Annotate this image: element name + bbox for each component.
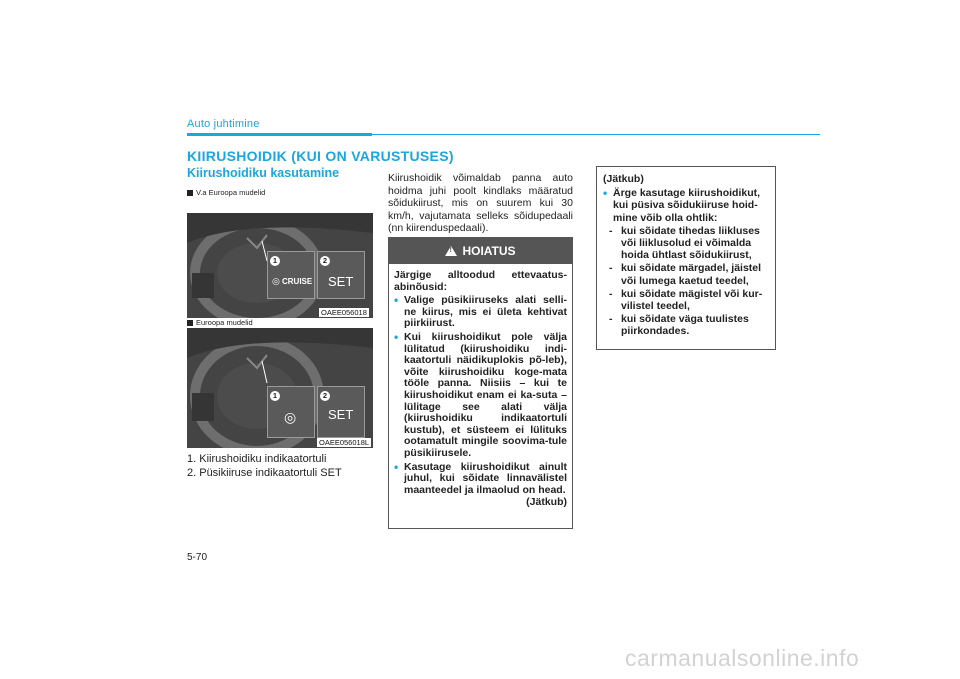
continuation-head: (Jätkub): [603, 173, 644, 185]
square-bullet-icon: [187, 320, 193, 326]
continuation-item: - kui sõidate märgadel, jäistel või lumega kaetud teedel,: [609, 262, 762, 287]
figure-code-1: OAEE056018: [321, 308, 367, 317]
set-indicator-label: SET: [328, 407, 354, 422]
caption-item: 2. Püsikiiruse indikaatortuli SET: [187, 467, 342, 479]
square-bullet-icon: [187, 190, 193, 196]
figure-captions: [187, 452, 342, 480]
warning-bullet: • Valige püsikiiruseks alati selli-ne kiirus, mis ei ületa kehtivat piirkiirust.: [394, 295, 567, 330]
indicator-inset-1: [267, 251, 315, 299]
figure-dashboard-europe: [187, 328, 373, 448]
warning-box: [388, 237, 573, 529]
indicator-inset-1: [267, 386, 315, 438]
warning-bullet: • Kasutage kiirushoidikut ainult juhul, kui sõidate linnavälistel maanteedel ja ilmaolud on head.: [394, 462, 567, 497]
figure-code-2: OAEE056018L: [319, 438, 370, 447]
indicator-inset-2: [317, 386, 365, 438]
continuation-item: - kui sõidate väga tuulistes piirkondades.: [609, 313, 749, 338]
set-indicator-label: SET: [328, 274, 354, 289]
cruise-indicator-icon: ◎: [284, 409, 297, 425]
warning-bullet: • Kui kiirushoidikut pole välja lülitatud (kiirushoidiku indi-kaatortuli näidikuplokis põ-leb), võite kiirushoidiku koge-mata tööle panna. Niisiis – kui te kiirushoidikut enam ei ka-suta – lülitage see alati välja (kiirushoidiku indikaatortuli kustub), et süsteem ei lülituks ootamatult mingile soovima-tule püsikiirusele.: [394, 332, 567, 460]
indicator-inset-2: [317, 251, 365, 299]
continuation-bullet: • Ärge kasutage kiirushoidikut, kui püsiva sõidukiiruse hoid-mine võib olla ohtlik:: [603, 187, 769, 224]
sub-heading: Kiirushoidiku kasutamine: [187, 166, 340, 180]
warning-body: [389, 264, 572, 509]
warning-continued: (Jätkub): [526, 496, 567, 509]
section-title: Auto juhtimine: [187, 118, 260, 130]
cruise-indicator-icon: ◎: [272, 276, 280, 286]
callout-number-2: 2: [320, 256, 330, 266]
warning-lead: Järgige alltoodud ettevaatus-abinõusid:: [394, 269, 567, 293]
warning-header: [389, 238, 572, 264]
figure-tag-non-europe: [187, 188, 265, 197]
callout-number-2: 2: [320, 391, 330, 401]
header-rule-thick: [187, 133, 372, 136]
page-number: 5-70: [187, 552, 208, 563]
warning-title: HOIATUS: [462, 244, 516, 258]
figure-dashboard-non-europe: [187, 213, 373, 318]
warning-triangle-icon: [445, 246, 457, 256]
continuation-box: [596, 166, 776, 350]
figure-tag-europe: [187, 318, 253, 327]
figure-tag-label: V.a Euroopa mudelid: [196, 188, 266, 197]
cruise-indicator-label: CRUISE: [282, 277, 313, 286]
intro-paragraph: Kiirushoidik võimaldab panna auto hoidma juhi poolt kindlaks määratud sõidukiirust, mis on suurem kui 30 km/h, vajutamata selleks sõidupedaali (nn kiirenduspedaali).: [388, 172, 573, 234]
watermark: carmanualsonline.info: [625, 645, 860, 671]
continuation-item: - kui sõidate mägistel või kur-vilistel teedel,: [609, 287, 763, 313]
callout-number-1: 1: [270, 391, 280, 401]
caption-item: 1. Kiirushoidiku indikaatortuli: [187, 453, 327, 465]
callout-number-1: 1: [270, 256, 280, 266]
header-rule-thin: [372, 134, 820, 135]
continuation-item: - kui sõidate tihedas liikluses või liiklusolud ei võimalda hoida ühtlast sõidukiirust,: [609, 224, 760, 262]
main-heading: KIIRUSHOIDIK (KUI ON VARUSTUSES): [187, 148, 454, 164]
figure-tag-label: Euroopa mudelid: [196, 318, 253, 327]
